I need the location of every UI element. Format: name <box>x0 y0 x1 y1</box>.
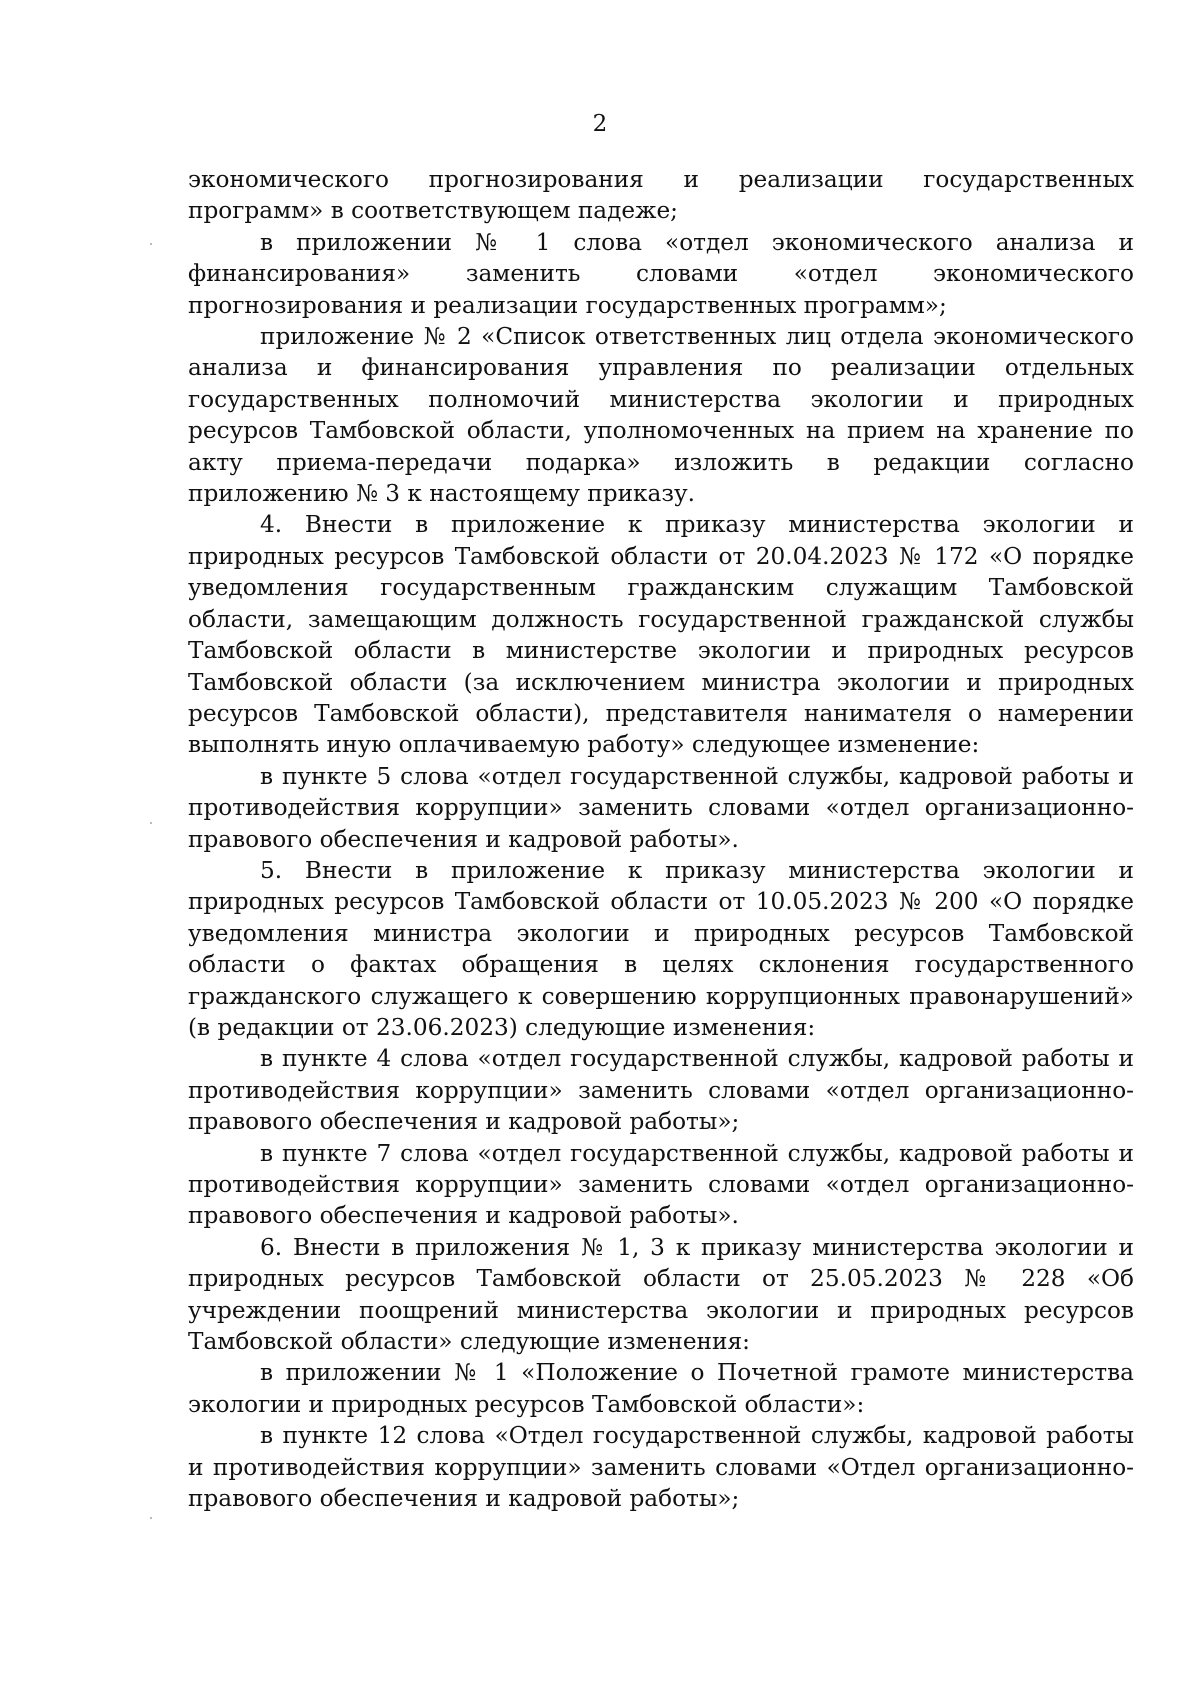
paragraph-appendix-1-replacement: в приложении № 1 слова «отдел экономического анализа и финансирования» заменить словами «отдел экономического прогнозирования и реализации государственных программ»; <box>188 228 1134 319</box>
paragraph-item-5: 5. Внести в приложение к приказу министерства экологии и природных ресурсов Тамбовской области от 10.05.2023 № 200 «О порядке уведомления министра экологии и природных ресурсов Тамбовской области о фактах обращения в целях склонения государственного гражданского служащего к совершению коррупционных правонарушений» (в редакции от 23.06.2023) следующие изменения: <box>188 856 1134 1041</box>
scan-speck <box>150 243 152 245</box>
paragraph-item-6-point-12: в пункте 12 слова «Отдел государственной службы, кадровой работы и противодействия коррупции» заменить словами «Отдел организационно-правового обеспечения и кадровой работы»; <box>188 1422 1134 1513</box>
scan-speck <box>150 822 152 824</box>
document-body <box>188 164 1134 1514</box>
paragraph-item-4-point-5: в пункте 5 слова «отдел государственной службы, кадровой работы и противодействия коррупции» заменить словами «отдел организационно-правового обеспечения и кадровой работы». <box>188 762 1134 853</box>
paragraph-appendix-2-replacement: приложение № 2 «Список ответственных лиц отдела экономического анализа и финансирования управления по реализации отдельных государственных полномочий министерства экологии и природных ресурсов Тамбовской области, уполномоченных на прием на хранение по акту приема-передачи подарка» изложить в редакции согласно приложению № 3 к настоящему приказу. <box>188 323 1134 508</box>
paragraph-continuation: экономического прогнозирования и реализации государственных программ» в соответствующем падеже; <box>188 166 1134 225</box>
scan-speck <box>150 1517 152 1519</box>
paragraph-item-4: 4. Внести в приложение к приказу министерства экологии и природных ресурсов Тамбовской области от 20.04.2023 № 172 «О порядке уведомления государственным гражданским служащим Тамбовской области, замещающим должность государственной гражданской службы Тамбовской области в министерстве экологии и природных ресурсов Тамбовской области (за исключением министра экологии и природных ресурсов Тамбовской области), представителя нанимателя о намерении выполнять иную оплачиваемую работу» следующее изменение: <box>188 511 1134 759</box>
paragraph-item-5-point-7: в пункте 7 слова «отдел государственной службы, кадровой работы и противодействия коррупции» заменить словами «отдел организационно-правового обеспечения и кадровой работы». <box>188 1139 1134 1230</box>
paragraph-item-6-appendix-1: в приложении № 1 «Положение о Почетной грамоте министерства экологии и природных ресурсов Тамбовской области»: <box>188 1359 1134 1418</box>
paragraph-item-5-point-4: в пункте 4 слова «отдел государственной службы, кадровой работы и противодействия коррупции» заменить словами «отдел организационно-правового обеспечения и кадровой работы»; <box>188 1045 1134 1136</box>
page-number: 2 <box>592 111 608 137</box>
paragraph-item-6: 6. Внести в приложения № 1, 3 к приказу министерства экологии и природных ресурсов Тамбовской области от 25.05.2023 № 228 «Об учреждении поощрений министерства экологии и природных ресурсов Тамбовской области» следующие изменения: <box>188 1233 1134 1356</box>
